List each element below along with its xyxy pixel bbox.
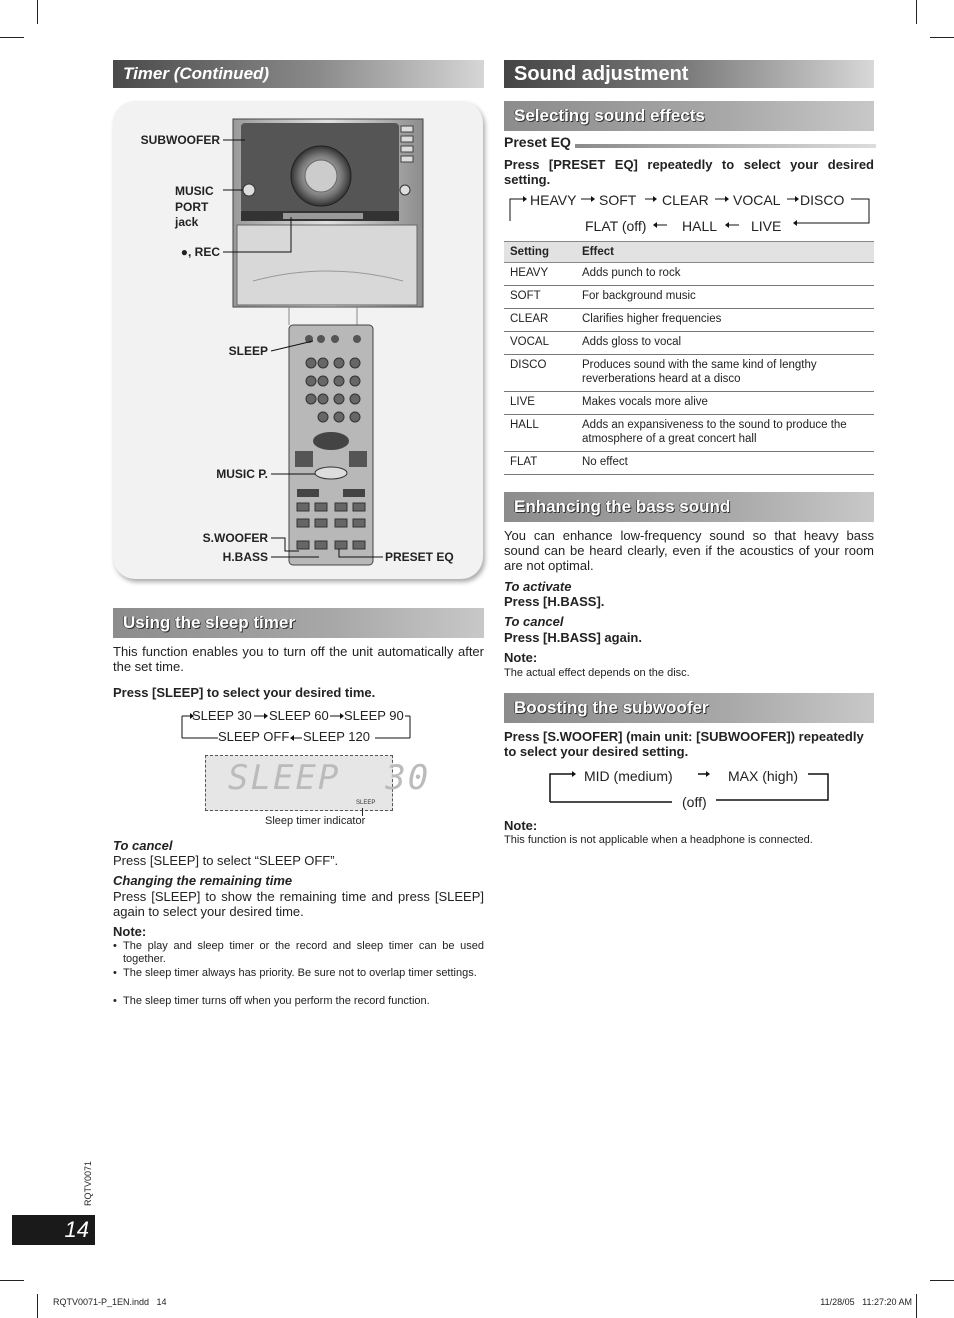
sleep-flow-120: SLEEP 120 — [303, 729, 370, 744]
table-row — [504, 452, 874, 475]
sleep-cancel-heading: To cancel — [113, 838, 173, 853]
sleep-note-1-text: The play and sleep timer or the record and sleep timer can be used together. — [123, 940, 484, 965]
label-music-port-2: PORT — [175, 200, 209, 214]
table-cell-effect: For background music — [576, 286, 874, 309]
table-cell-setting: HEAVY — [504, 263, 576, 286]
subwoofer-flow-max: MAX (high) — [728, 768, 799, 784]
sleep-note-1: • The play and sleep timer or the record and sleep timer can be used together. — [113, 940, 484, 965]
table-row — [504, 415, 874, 452]
bass-activate-heading: To activate — [504, 579, 572, 594]
display-readout: SLEEP 30 — [228, 758, 431, 798]
table-cell-setting: SOFT — [504, 286, 576, 309]
crop-mark — [37, 0, 38, 24]
table-row — [504, 286, 874, 309]
sleep-note-2: • The sleep timer always has priority. Be sure not to overlap timer settings. — [113, 967, 484, 980]
crop-mark — [916, 1294, 917, 1318]
eq-flow-vocal: VOCAL — [733, 192, 781, 208]
table-row — [504, 355, 874, 392]
eq-flow-hall: HALL — [682, 218, 718, 234]
subwoofer-note-text: This function is not applicable when a headphone is connected. — [504, 834, 813, 846]
footer-timestamp: 11/28/05 11:27:20 AM — [820, 1297, 912, 1307]
sleep-note-heading: Note: — [113, 924, 147, 939]
table-cell-effect: Adds punch to rock — [576, 263, 874, 286]
sleep-flow-90: SLEEP 90 — [344, 708, 404, 723]
label-music-port-1: MUSIC — [175, 184, 214, 198]
bass-note-text: The actual effect depends on the disc. — [504, 667, 690, 679]
subwoofer-flow-mid: MID (medium) — [584, 768, 673, 784]
bass-cancel-heading: To cancel — [504, 614, 564, 629]
selecting-effects-heading: Selecting sound effects — [504, 101, 874, 131]
label-music-p: MUSIC P. — [216, 467, 268, 481]
sleep-note-3-text: The sleep timer turns off when you perform the record function. — [123, 995, 430, 1007]
page-number: 14 — [64, 1217, 89, 1242]
table-row — [504, 332, 874, 355]
eq-flow-disco: DISCO — [800, 192, 845, 208]
sleep-flow-30: SLEEP 30 — [192, 708, 252, 723]
crop-mark — [916, 0, 917, 24]
eq-flow-heavy: HEAVY — [530, 192, 577, 208]
effects-table — [504, 241, 874, 475]
sleep-display — [205, 755, 431, 811]
crop-mark — [0, 37, 24, 38]
label-music-port-3: jack — [175, 215, 199, 229]
preset-eq-subheading — [504, 135, 876, 149]
crop-mark — [930, 1280, 954, 1281]
crop-mark — [37, 1294, 38, 1318]
table-cell-effect: Adds gloss to vocal — [576, 332, 874, 355]
subwoofer-heading: Boosting the subwoofer — [504, 693, 874, 723]
sleep-timer-heading: Using the sleep timer — [113, 608, 484, 638]
timer-continued-header: Timer (Continued) — [113, 60, 484, 88]
sleep-note-3: • The sleep timer turns off when you perform the record function. — [113, 995, 484, 1008]
table-cell-effect: Produces sound with the same kind of lengthy reverberations heard at a disco — [576, 355, 874, 392]
table-header-effect: Effect — [576, 242, 874, 263]
diagram-illustration — [113, 101, 483, 579]
subwoofer-flow-off: (off) — [682, 794, 707, 810]
page-number-tab — [12, 1215, 95, 1245]
table-cell-setting: HALL — [504, 415, 576, 452]
label-rec: ●, REC — [180, 245, 220, 259]
label-preset-eq: PRESET EQ — [385, 550, 454, 564]
eq-flow-clear: CLEAR — [662, 192, 709, 208]
crop-mark — [0, 1280, 24, 1281]
table-header-setting: Setting — [504, 242, 576, 263]
table-cell-effect: Adds an expansiveness to the sound to produce the atmosphere of a great concert hall — [576, 415, 874, 452]
crop-mark — [930, 37, 954, 38]
sound-adjustment-header: Sound adjustment — [504, 60, 874, 88]
label-s-woofer: S.WOOFER — [202, 531, 268, 545]
bass-cancel-text: Press [H.BASS] again. — [504, 630, 642, 645]
subwoofer-note-heading: Note: — [504, 818, 538, 833]
table-row — [504, 392, 874, 415]
sleep-note-2-text: The sleep timer always has priority. Be sure not to overlap timer settings. — [123, 967, 477, 979]
table-cell-effect: Makes vocals more alive — [576, 392, 874, 415]
bass-intro: You can enhance low-frequency sound so that heavy bass sound can be heard clearly, even if the acoustics of your room are not optimal. — [504, 528, 874, 573]
label-h-bass: H.BASS — [222, 550, 268, 564]
table-row — [504, 309, 874, 332]
bass-activate-text: Press [H.BASS]. — [504, 594, 605, 609]
sleep-change-text: Press [SLEEP] to show the remaining time and press [SLEEP] again to select your desired time. — [113, 889, 484, 919]
table-cell-setting: DISCO — [504, 355, 576, 392]
device-diagram — [113, 101, 483, 579]
sleep-flow-60: SLEEP 60 — [269, 708, 329, 723]
eq-flow-flat: FLAT (off) — [585, 218, 647, 234]
doc-code: RQTV0071 — [83, 1160, 93, 1206]
table-cell-effect: Clarifies higher frequencies — [576, 309, 874, 332]
sleep-indicator-caption: Sleep timer indicator — [265, 815, 366, 827]
sleep-change-heading: Changing the remaining time — [113, 873, 293, 888]
subwoofer-instruction: Press [S.WOOFER] (main unit: [SUBWOOFER]) repeatedly to select your desired setting. — [504, 729, 864, 759]
sleep-instruction: Press [SLEEP] to select your desired time. — [113, 685, 376, 700]
preset-eq-instruction: Press [PRESET EQ] repeatedly to select your desired setting. — [504, 157, 874, 187]
doc-code-vertical — [83, 1150, 97, 1210]
preset-eq-label: Preset EQ — [504, 134, 575, 150]
table-row — [504, 263, 874, 286]
eq-flow-live: LIVE — [751, 218, 782, 234]
sleep-intro: This function enables you to turn off the unit automatically after the set time. — [113, 644, 484, 674]
bass-note-heading: Note: — [504, 650, 538, 665]
footer-file: RQTV0071-P_1EN.indd 14 — [53, 1297, 167, 1307]
eq-flow-soft: SOFT — [599, 192, 637, 208]
bass-heading: Enhancing the bass sound — [504, 492, 874, 522]
table-cell-setting: FLAT — [504, 452, 576, 475]
table-cell-setting: VOCAL — [504, 332, 576, 355]
sleep-cancel-text: Press [SLEEP] to select “SLEEP OFF”. — [113, 853, 339, 868]
label-sleep: SLEEP — [228, 344, 268, 358]
sleep-flow-off: SLEEP OFF — [218, 729, 290, 744]
label-subwoofer: SUBWOOFER — [140, 133, 220, 147]
table-header-row — [504, 242, 874, 263]
table-cell-setting: CLEAR — [504, 309, 576, 332]
display-sleep-indicator: SLEEP — [356, 800, 376, 806]
table-cell-effect: No effect — [576, 452, 874, 475]
table-cell-setting: LIVE — [504, 392, 576, 415]
